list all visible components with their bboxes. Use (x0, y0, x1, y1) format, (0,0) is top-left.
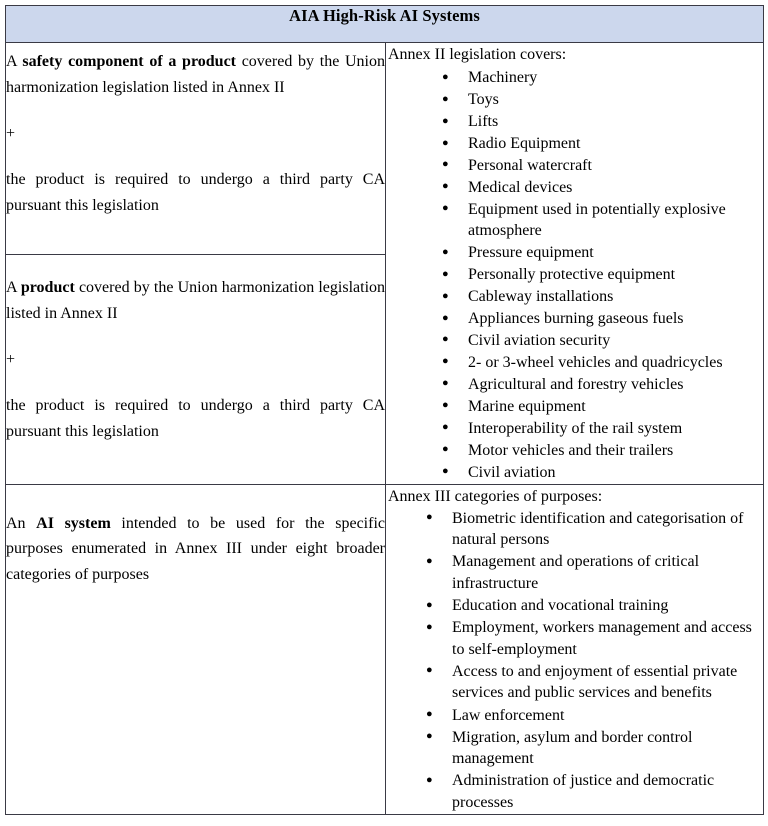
list-item: ● Toys (442, 89, 763, 110)
list-item: ● Migration, asylum and border control management (426, 727, 763, 770)
criterion-connector: + (6, 351, 16, 369)
criterion-emphasis: AI system (36, 514, 111, 532)
criterion-prefix: A (6, 53, 23, 70)
list-item: ● Radio Equipment (442, 133, 763, 154)
criterion-emphasis: product (20, 279, 75, 297)
annex-iii-list (386, 508, 763, 814)
annex-iii-cell (386, 484, 764, 815)
table-title-cell (6, 6, 764, 43)
criterion-cell-ai-system (6, 484, 386, 815)
criterion-text-block (6, 255, 385, 445)
list-item: ● Civil aviation (442, 462, 763, 483)
criterion-statement (6, 49, 385, 101)
list-item: ● Administration of justice and democratic processes (426, 770, 763, 813)
list-item: ● Lifts (442, 111, 763, 132)
list-item: ● Cableway installations (442, 286, 763, 307)
list-item: ● Employment, workers management and access to self-employment (426, 617, 763, 660)
criterion-text-block (6, 43, 385, 219)
table-header-row (6, 6, 764, 43)
list-item: ● Appliances burning gaseous fuels (442, 308, 763, 329)
criterion-emphasis: safety component of a product (22, 53, 236, 70)
criterion-condition: the product is required to undergo a third party CA pursuant this legislation (6, 170, 385, 214)
criterion-text-block (6, 485, 385, 589)
list-item: ● 2- or 3-wheel vehicles and quadricycles (442, 352, 763, 373)
page-title: AIA High-Risk AI Systems (289, 6, 480, 25)
list-item: ● Education and vocational training (426, 595, 763, 617)
criterion-prefix: An (6, 514, 37, 532)
criterion-suffix: covered by the Union harmonization legislation listed in Annex II (6, 53, 385, 96)
list-item: ● Medical devices (442, 177, 763, 198)
list-item: ● Access to and enjoyment of essential private services and public services and benefits (426, 661, 763, 704)
criterion-suffix: covered by the Union harmonization legislation listed in Annex II (6, 279, 386, 323)
list-item: ● Agricultural and forestry vehicles (442, 374, 763, 395)
list-item: ● Pressure equipment (442, 242, 763, 263)
criterion-suffix: intended to be used for the specific purposes enumerated in Annex III under eight broader categories of purposes (6, 514, 385, 584)
high-risk-ai-systems-table (5, 5, 764, 815)
list-item: ● Law enforcement (426, 705, 763, 727)
list-item: ● Equipment used in potentially explosive atmosphere (442, 199, 763, 242)
criterion-statement (6, 511, 385, 589)
table-row (6, 484, 764, 815)
criterion-cell-product (6, 255, 386, 484)
criterion-connector: + (6, 124, 16, 142)
annex-ii-list (386, 67, 763, 483)
list-item: ● Management and operations of critical infrastructure (426, 551, 763, 594)
list-item: ● Motor vehicles and their trailers (442, 440, 763, 461)
list-item: ● Interoperability of the rail system (442, 418, 763, 439)
criterion-prefix: A (6, 279, 21, 297)
annex-iii-intro: Annex III categories of purposes: (388, 487, 603, 505)
annex-ii-cell (386, 43, 764, 485)
list-item: ● Civil aviation security (442, 330, 763, 351)
criterion-condition: the product is required to undergo a third party CA pursuant this legislation (6, 397, 385, 440)
criterion-cell-safety-component (6, 43, 386, 255)
list-item: ● Personally protective equipment (442, 264, 763, 285)
annex-ii-intro: Annex II legislation covers: (388, 46, 567, 63)
list-item: ● Biometric identification and categorisation of natural persons (426, 508, 763, 551)
criterion-statement (6, 275, 385, 327)
list-item: ● Marine equipment (442, 396, 763, 417)
list-item: ● Machinery (442, 67, 763, 88)
table-row (6, 43, 764, 255)
list-item: ● Personal watercraft (442, 155, 763, 176)
